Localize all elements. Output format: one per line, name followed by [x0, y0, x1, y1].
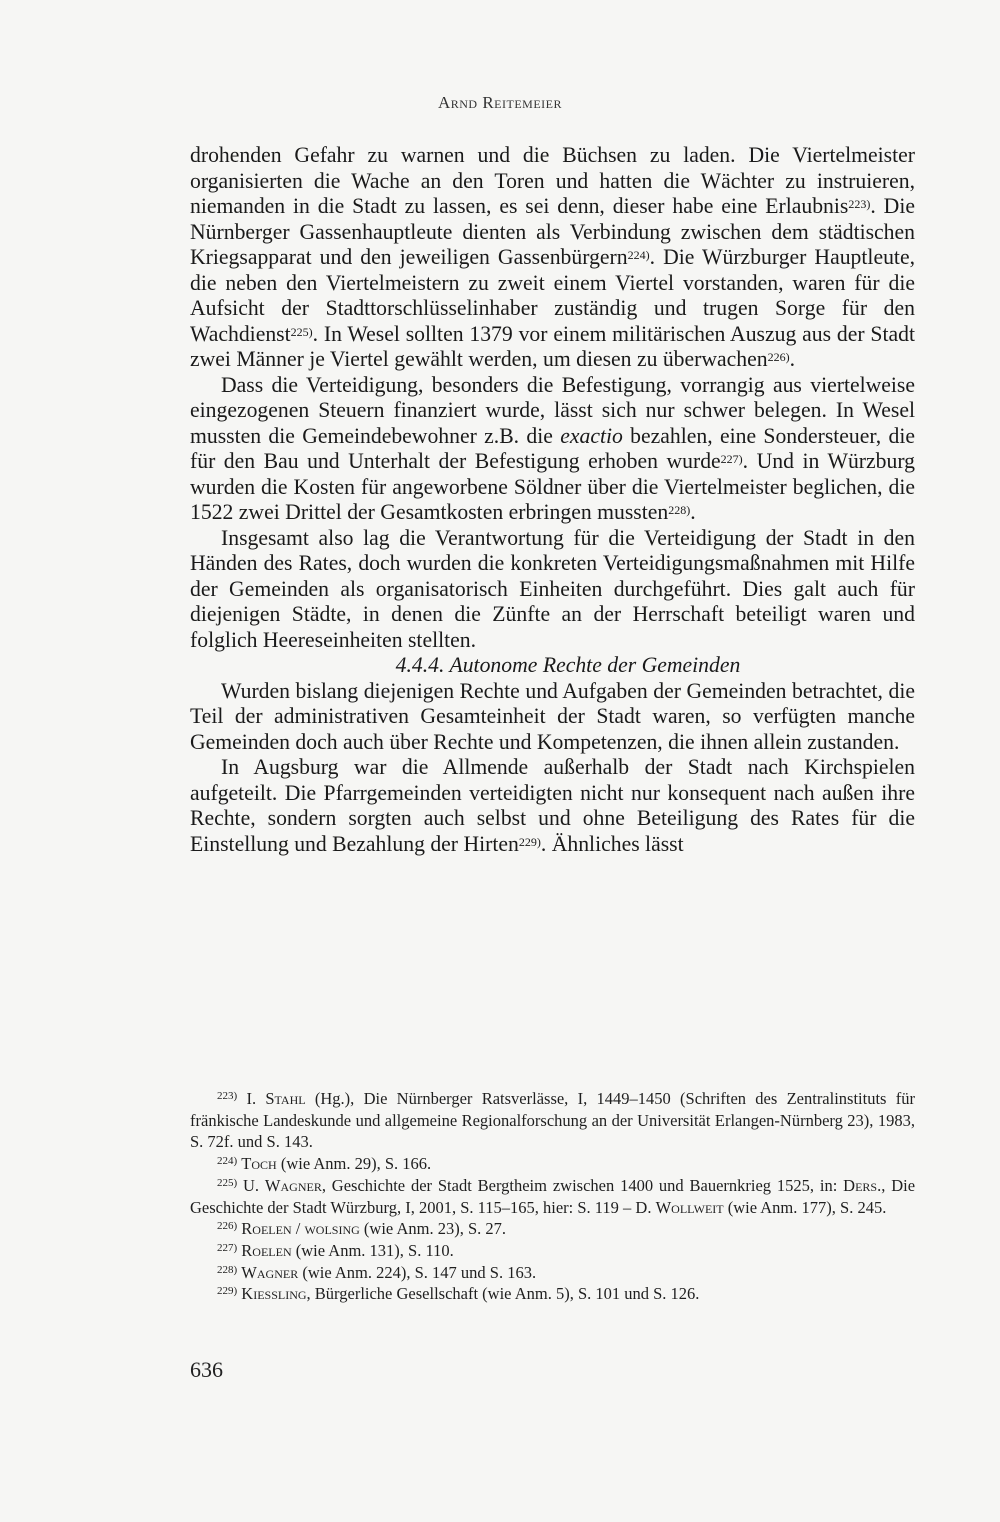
section-heading: 4.4.4. Autonome Rechte der Gemeinden	[395, 653, 741, 677]
footnote	[190, 1218, 915, 1240]
author-name: Kießling	[241, 1284, 307, 1304]
text-run: In Augsburg war die Allmende außerhalb der Stadt nach Kirchspielen aufgeteilt. Die Pfarrgemeinden verteidigten nicht nur konsequent nach außen ihre Rechte, sondern sorgten auch selbst und ohne Beteiligung des Rates für die Einstellung und Bezahlung der Hirten	[190, 755, 915, 856]
footnote-ref: 229)	[518, 834, 541, 849]
footnote-number: 226)	[217, 1220, 238, 1233]
footnote-ref: 226)	[767, 350, 790, 364]
text-run: (wie Anm. 224), S. 147 und S. 163.	[298, 1262, 537, 1282]
text-run: (wie Anm. 131), S. 110.	[291, 1240, 454, 1260]
footnote-ref: 225)	[290, 324, 313, 339]
footnote-number: 225)	[217, 1176, 238, 1189]
italic-term: exactio	[560, 423, 623, 448]
footnote-number: 227)	[217, 1241, 238, 1254]
footnote	[190, 1262, 915, 1284]
text-run: . In Wesel sollten 1379 vor einem militärischen Auszug aus der Stadt zwei Männer je Viertel gewählt werden, um diesen zu überwachen	[190, 321, 915, 371]
text-run: . Und in Würzburg wurden die Kosten für angeworbene Söldner über die Viertelmeister beglichen, die 1522 zwei Drittel der Gesamtkosten erbringen mussten	[190, 449, 915, 524]
running-head: Arnd Reitemeier	[437, 93, 563, 112]
page-number: 636	[190, 1357, 223, 1382]
author-name: Ders.	[843, 1175, 882, 1195]
paragraph	[190, 526, 915, 654]
footnotes	[190, 1088, 915, 1305]
footnote-number: 223)	[217, 1090, 238, 1102]
text-run: I.	[237, 1089, 266, 1108]
footnote	[190, 1088, 915, 1153]
author-name: Wagner	[264, 1175, 322, 1195]
text-run: drohenden Gefahr zu warnen und die Büchsen zu laden. Die Viertelmeister organisierten die Wache an den Toren und hatten die Wächter zu instruieren, niemanden in die Stadt zu lassen, es sei denn, dieser habe eine Erlaubnis	[190, 143, 915, 218]
paragraph	[190, 755, 915, 857]
text-run: Wurden bislang diejenigen Rechte und Aufgaben der Gemeinden betrachtet, die Teil der administrativen Gesamteinheit der Stadt waren, so verfügten manche Gemeinden doch auch über Rechte und Kompetenzen, die ihnen allein zustanden.	[190, 678, 915, 754]
footnote-number: 229)	[217, 1285, 238, 1298]
footnote-number: 228)	[217, 1263, 238, 1276]
footnote	[190, 1175, 915, 1218]
text-run: , Bürgerliche Gesellschaft (wie Anm. 5), S. 101 und S. 126.	[306, 1284, 700, 1304]
text-run: Dass die Verteidigung, besonders die Befestigung, vorrangig aus viertelweise eingezogenen Steuern finanziert wurde, lässt sich nur schwer belegen. In Wesel mussten die Gemeindebewohner z.B. die	[190, 372, 915, 448]
text-run: . Die Würzburger Hauptleute, die neben den Viertelmeistern zu zweit einem Viertel vorstanden, waren für die Aufsicht der Stadttorschlüsselinhaber zuständig und trugen Sorge für den Wachdienst	[190, 245, 915, 346]
author-name: Roelen / wolsing	[241, 1219, 360, 1239]
author-name: Roelen	[241, 1240, 292, 1260]
text-run: U.	[237, 1175, 265, 1195]
footnote-ref: 224)	[627, 248, 650, 262]
text-run: .	[690, 500, 696, 524]
footnote-ref: 223)	[848, 197, 871, 211]
footnote-number: 224)	[217, 1155, 238, 1168]
author-name: Stahl	[265, 1089, 306, 1108]
footnote-ref: 228)	[668, 503, 691, 517]
text-run: .	[789, 347, 796, 371]
text-run: , Die Geschichte der Stadt Würzburg, I, 2001, S. 115–165, hier: S. 119 – D.	[190, 1175, 916, 1217]
text-run: Insgesamt also lag die Verantwortung für die Verteidigung der Stadt in den Händen des Rates, doch wurden die konkreten Verteidigungsmaßnahmen mit Hilfe der Gemeinden als organisatorisch Einheiten durchgeführt. Dies galt auch für diejenigen Städte, in denen die Zünfte an der Herrschaft beteiligt waren und folglich Heereseinheiten stellten.	[190, 525, 915, 652]
text-run: (wie Anm. 177), S. 245.	[723, 1197, 887, 1217]
paragraph	[190, 373, 915, 526]
text-run: (wie Anm. 23), S. 27.	[359, 1219, 507, 1239]
author-name: Wagner	[241, 1262, 299, 1282]
footnote-ref: 227)	[720, 452, 743, 466]
main-text	[190, 143, 915, 857]
text-run: (Hg.), Die Nürnberger Ratsverlässe, I, 1449–1450 (Schriften des Zentralinstituts für fränkische Landeskunde und allgemeine Regionalforschung an der Universität Erlangen-Nürnberg 23), 1983, S. 72f. und S. 143.	[190, 1089, 916, 1152]
text-run: . Ähnliches lässt	[540, 831, 684, 856]
text-run: . Die Nürnberger Gassenhauptleute dienten als Verbindung zwischen dem städtischen Kriegsapparat und den jeweiligen Gassenbürgern	[190, 194, 915, 269]
paragraph	[190, 143, 915, 373]
text-run: (wie Anm. 29), S. 166.	[276, 1154, 432, 1174]
text-run: bezahlen, eine Sondersteuer, die für den Bau und Unterhalt der Befestigung erhoben wurde	[190, 423, 915, 473]
footnote	[190, 1283, 915, 1305]
footnote	[190, 1153, 915, 1175]
author-name: Toch	[241, 1154, 277, 1174]
text-run: , Geschichte der Stadt Bergtheim zwischen 1400 und Bauernkrieg 1525, in:	[321, 1175, 844, 1195]
author-name: Wollweit	[655, 1197, 724, 1217]
paragraph	[190, 679, 915, 756]
footnote	[190, 1240, 915, 1262]
